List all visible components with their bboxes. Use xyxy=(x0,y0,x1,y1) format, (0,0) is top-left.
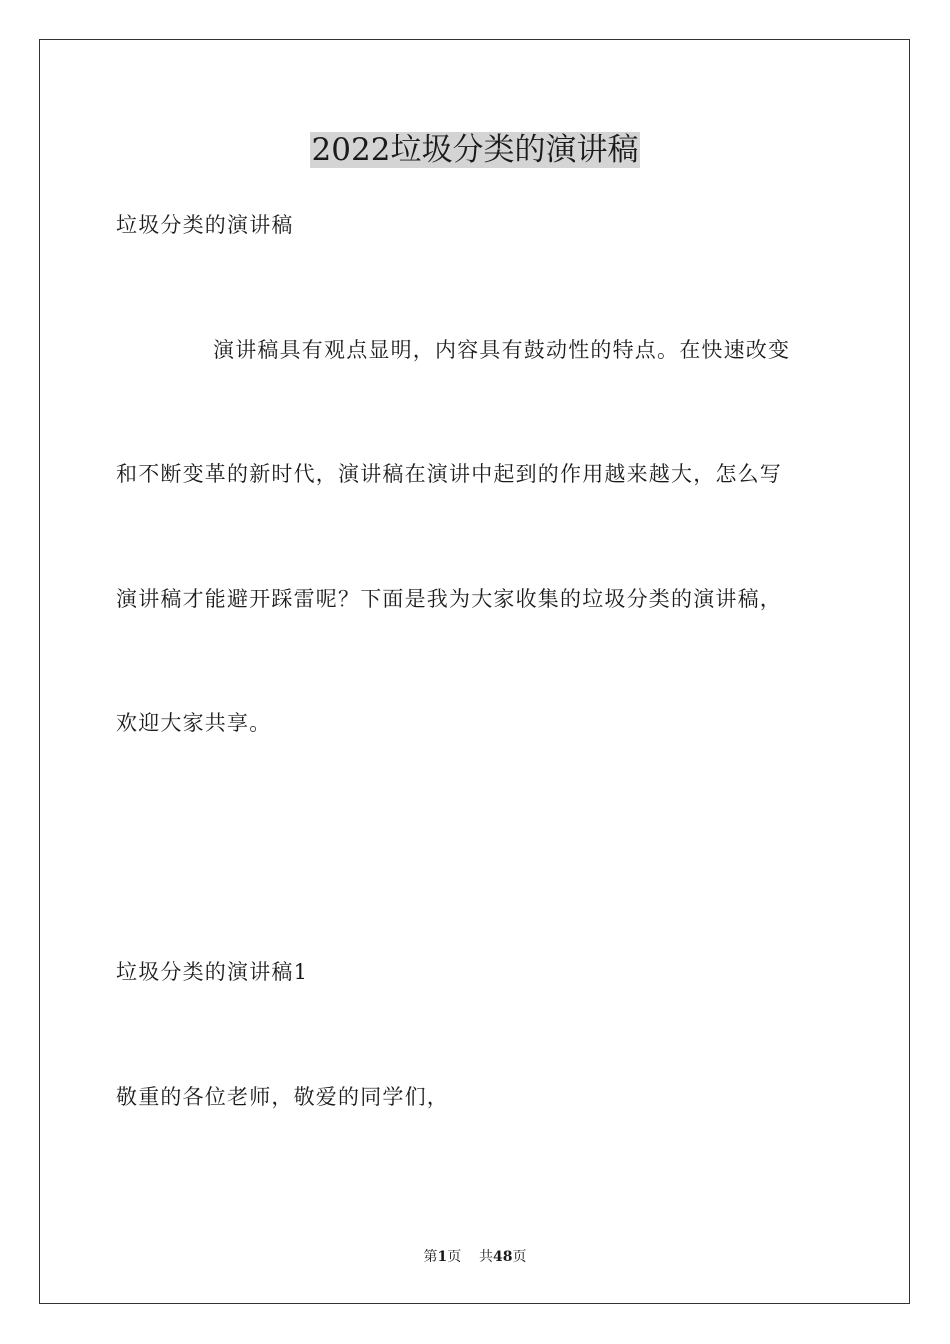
footer-total-prefix: 共 xyxy=(479,1249,494,1265)
footer-total-suffix: 页 xyxy=(512,1249,527,1265)
footer-page-number: 1 xyxy=(437,1249,448,1265)
intro-paragraph-line-1: 演讲稿具有观点显明，内容具有鼓动性的特点。在快速改变 xyxy=(213,338,791,362)
intro-paragraph-line-3: 演讲稿才能避开踩雷呢？下面是我为大家收集的垃圾分类的演讲稿， xyxy=(116,587,782,611)
section-heading: 垃圾分类的演讲稿1 xyxy=(116,960,309,984)
intro-paragraph-line-4: 欢迎大家共享。 xyxy=(116,711,272,735)
footer-total-pages: 48 xyxy=(493,1249,513,1265)
intro-paragraph-line-2: 和不断变革的新时代，演讲稿在演讲中起到的作用越来越大，怎么写 xyxy=(116,462,782,486)
footer-page-prefix: 第 xyxy=(423,1249,438,1265)
greeting-paragraph: 敬重的各位老师，敬爱的同学们， xyxy=(116,1085,449,1109)
document-title-text: 2022垃圾分类的演讲稿 xyxy=(311,132,639,168)
subtitle-paragraph: 垃圾分类的演讲稿 xyxy=(116,213,294,237)
document-title xyxy=(0,130,950,170)
footer-page-suffix: 页 xyxy=(447,1249,462,1265)
page-footer xyxy=(0,1247,950,1267)
